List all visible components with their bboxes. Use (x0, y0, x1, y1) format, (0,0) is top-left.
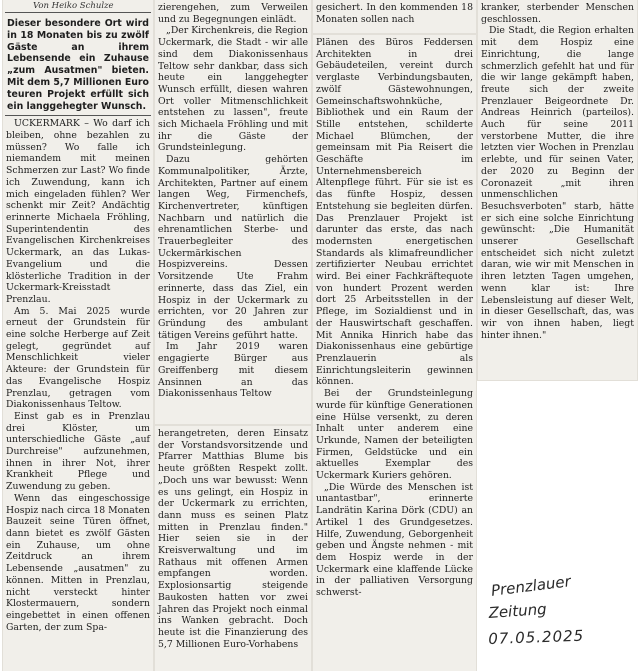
column-4-text (313, 35, 476, 601)
paragraph: Dazu gehörten Kommunalpolitiker, Ärzte, Architekten, Partner auf einem langen Weg, Firmenchefs, Kirchenvertreter, künftigen Nachbarn und natürlich die ehrenamtlichen Sterbe- und Trauerbegleiter des Uckermärkischen Hospizvereins. Dessen Vorsitzende Ute Frahm erinnerte, dass das Ziel, ein Hospiz in der Uckermark zu errichten, vor 20 Jahren zur Gründung des ambulant tätigen Vereins geführt hatte. (158, 154, 308, 341)
handwritten-newspaper-name-2: Zeitung (488, 599, 548, 622)
paragraph: Plänen des Büros Feddersen Architekten in drei Gebäudeteilen, vereint durch verglaste Verbindungsbauten, zwölf Gästewohnungen, Gemeinschaftswohnküche, Bibliothek und ein Raum der Stille entstehen, schilderte Michael Blümchen, der gemeinsam mit Pia Reisert die Geschäfte im Unternehmensbereich Altenpflege führt. Für sie ist es das fünfte Hospiz, dessen Entstehung sie begleiten dürfen. Das Prenzlauer Projekt ist darunter das erste, das nach modernsten energetischen Standards als klimafreundlicher zertifizierter Neubau errichtet wird. Bei einer Fachkräftequote von hundert Prozent werden dort 25 Arbeitsstellen in der Pflege, im Sozialdienst und in der Hauswirtschaft geschaffen. Mit Annika Hinrich habe das Diakonissenhaus eine gebürtige Prenzlauerin als Einrichtungsleiterin gewinnen können. (316, 37, 473, 388)
article-clipping-column-2 (155, 0, 311, 424)
column-3-text (155, 426, 311, 652)
byline: Von Heiko Schulze (5, 0, 151, 13)
paragraph: Bei der Grundsteinlegung wurde für künftige Generationen eine Hülse versenkt, zu deren Inhalt unter anderem eine Urkunde, Namen der beteiligten Firmen, Geldstücke und ein aktuelles Exemplar des Uckermark Kuriers gehören. (316, 388, 473, 482)
article-lead: Dieser besondere Ort wird in 18 Monaten bis zu zwölf Gäste an ihrem Lebensende ein Zuhause „zum Ausatmen" bieten. Mit dem 5,7 Millionen Euro teuren Projekt erfüllt sich ein langgehegter Wunsch. (7, 18, 149, 112)
paragraph: Einst gab es in Prenzlau drei Klöster, um unterschiedliche Gäste „auf Durchreise" aufzunehmen, ihnen in ihrer Not, ihrer Krankheit Pflege und Zuwendung zu geben. (6, 410, 150, 493)
article-clipping-column-4 (313, 35, 476, 671)
column-5-text (478, 0, 637, 343)
column-1-text (3, 116, 153, 635)
paragraph: Die Stadt, die Region erhalten mit dem Hospiz eine Einrichtung, die lange schmerzlich gefehlt hat und für die wir lange gekämpft haben, freute sich der zweite Prenzlauer Beigeordnete Dr. Andreas Heinrich (parteilos). Auch für seine 2011 verstorbene Mutter, die ihre letzten vier Wochen in Prenzlau erlebte, und für seinen Vater, der 2020 zu Beginn der Coronazeit „mit ihren unmenschlichen Besuchsverboten" starb, hätte er sich eine solche Einrichtung gewünscht: „Die Humanität unserer Gesellschaft entscheidet sich nicht zuletzt daran, wie wir mit Menschen in ihren letzten Tagen umgehen, wenn klar ist: Ihre Lebensleistung auf dieser Welt, in dieser Gesellschaft, das, was wir von ihnen haben, liegt hinter ihnen." (481, 25, 634, 341)
article-clipping-column-3 (155, 426, 311, 671)
paragraph: kranker, sterbender Menschen geschlossen. (481, 2, 634, 25)
column-4-top-text (313, 0, 476, 27)
paragraph: „Die Würde des Menschen ist unantastbar", erinnerte Landrätin Karina Dörk (CDU) an Artikel 1 des Grundgesetzes. Hilfe, Zuwendung, Geborgenheit geben und Ängste nehmen - mit dem Hospiz werde in der Uckermark eine klaffende Lücke in der palliativen Versorgung schwerst- (316, 481, 473, 599)
paragraph: herangetreten, deren Einsatz der Vorstandsvorsitzende und Pfarrer Matthias Blume bis heute größten Respekt zollt. „Doch uns war bewusst: Wenn es uns gelingt, ein Hospiz in der Uckermark zu errichten, dann muss es seinen Platz mitten in Prenzlau finden." Hier seien sie in der Kreisverwaltung und im Rathaus mit offenen Armen empfangen worden. Explosionsartig steigende Baukosten hatten vor zwei Jahren das Projekt noch einmal ins Wanken gebracht. Doch heute ist die Finanzierung des 5,7 Millionen Euro-Vorhabens (158, 428, 308, 650)
article-clipping-column-5 (478, 0, 637, 380)
handwritten-date: 07.05.2025 (488, 626, 585, 648)
paragraph: „Der Kirchenkreis, die Region Uckermark, die Stadt - wir alle sind dem Diakonissenhaus Teltow sehr dankbar, dass sich heute ein langgehegter Wunsch erfüllt, diesen wahren Ort voller Mitmenschlichkeit entstehen zu lassen", freute sich Michaela Fröhling und mit ihr die Gäste der Grundsteinlegung. (158, 25, 308, 154)
paragraph: Am 5. Mai 2025 wurde erneut der Grundstein für eine solche Herberge auf Zeit gelegt, gegründet auf Menschlichkeit vieler Akteure: der Grundstein für das Evangelische Hospiz Prenzlau, getragen vom Diakonissenhaus Teltow. (6, 305, 150, 411)
handwritten-newspaper-name: Prenzlauer (490, 572, 572, 600)
article-clipping-column-1 (3, 0, 153, 671)
column-2-text (155, 0, 311, 402)
paragraph: zierengehen, zum Verweilen und zu Begegnungen einlädt. (158, 2, 308, 25)
paragraph: gesichert. In den kommenden 18 Monaten sollen nach (316, 2, 473, 25)
handwritten-source-note (484, 572, 624, 662)
paragraph: Wenn das eingeschossige Hospiz nach circa 18 Monaten Bauzeit seine Türen öffnet, dann bietet es zwölf Gästen ein Zuhause, um ohne Zeitdruck an ihrem Lebensende „ausatmen" zu können. Mitten in Prenzlau, nicht versteckt hinter Klostermauern, sondern eingebettet in einen offenen Garten, der zum Spa- (6, 492, 150, 633)
paragraph: Im Jahr 2019 waren engagierte Bürger aus Greiffenberg mit diesem Ansinnen an das Diakonissenhaus Teltow (158, 341, 308, 400)
article-clipping-column-4-top (313, 0, 476, 33)
paragraph: UCKERMARK – Wo darf ich bleiben, ohne bezahlen zu müssen? Wo falle ich niemandem mit meinen Schmerzen zur Last? Wo finde ich Zuwendung, kann ich mich eingeladen fühlen? Wer schenkt mir Zeit? Andächtig erinnerte Michaela Fröhling, Superintendentin des Evangelischen Kirchenkreises Uckermark, an das Lukas-Evangelium und die klösterliche Tradition in der Uckermark-Kreisstadt Prenzlau. (6, 118, 150, 305)
